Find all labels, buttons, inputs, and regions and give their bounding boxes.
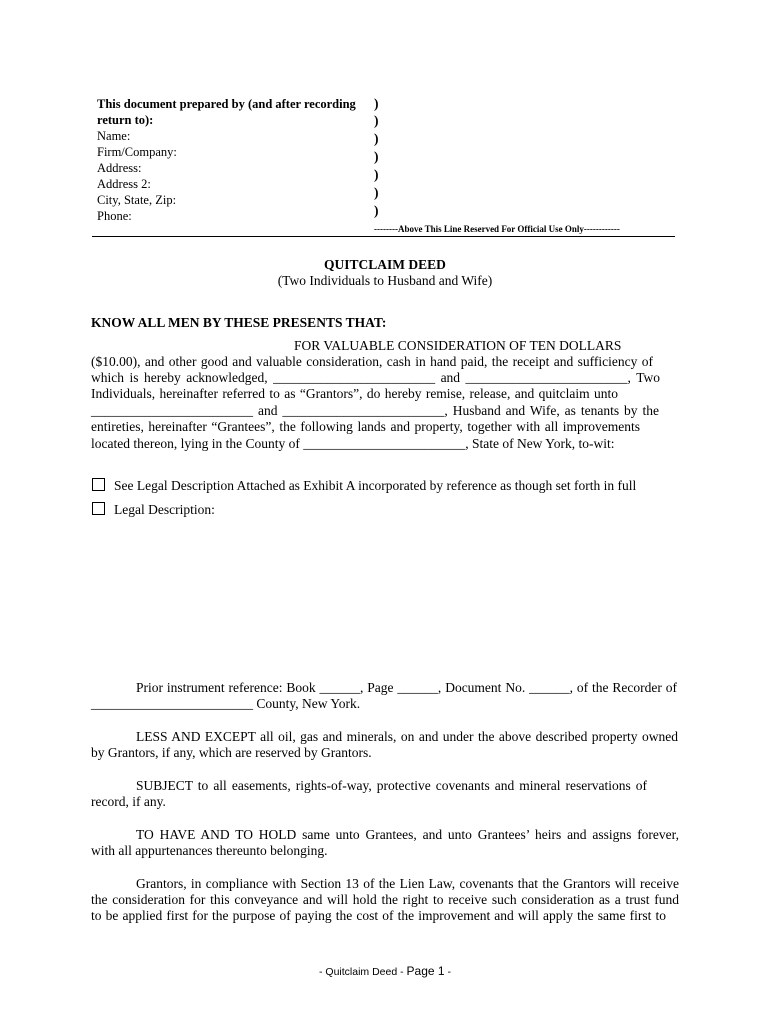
prior-instrument-line: ________________________ County, New York. <box>91 696 361 711</box>
exhibit-a-label: See Legal Description Attached as Exhibit A incorporated by reference as though set forth in full <box>114 478 637 493</box>
bracket-paren: ) <box>374 149 379 164</box>
bracket-paren: ) <box>374 96 379 111</box>
consideration-line: located thereon, lying in the County of ________________________, State of New York, to-wit: <box>91 436 615 451</box>
field-firm-label: Firm/Company: <box>97 145 177 159</box>
consideration-line: ________________________ and ________________________, Husband and Wife, as tenants by the <box>91 403 659 418</box>
legal-description-checkbox[interactable] <box>92 502 105 515</box>
field-phone-label: Phone: <box>97 209 132 223</box>
lien-law-line: the consideration for this conveyance and will hold the right to receive such consideration as a trust fund <box>91 892 679 907</box>
page-subtitle: (Two Individuals to Husband and Wife) <box>277 273 493 288</box>
subject-to-line: record, if any. <box>91 794 166 809</box>
footer-suffix: - <box>444 966 451 978</box>
footer-prefix: - Quitclaim Deed - <box>319 966 407 978</box>
consideration-line: which is hereby acknowledged, ________________________ and ________________________, Two <box>91 370 660 385</box>
subject-to-line: SUBJECT to all easements, rights-of-way, protective covenants and mineral reservations of <box>136 778 647 793</box>
bracket-paren: ) <box>374 167 379 182</box>
page-footer <box>0 964 770 978</box>
bracket-paren: ) <box>374 185 379 200</box>
consideration-line: entireties, hereinafter “Grantees”, the following lands and property, together with all improvements <box>91 419 640 434</box>
consideration-line: FOR VALUABLE CONSIDERATION OF TEN DOLLARS <box>294 338 622 353</box>
preparer-heading-cont: return to): <box>97 113 154 127</box>
recording-divider <box>92 236 675 237</box>
habendum-line: with all appurtenances thereunto belonging. <box>91 843 328 858</box>
footer-page-number: Page 1 <box>406 964 445 978</box>
habendum-line: TO HAVE AND TO HOLD same unto Grantees, and unto Grantees’ heirs and assigns forever, <box>136 827 679 842</box>
lien-law-line: to be applied first for the purpose of paying the cost of the improvement and will apply the same first to <box>91 908 666 923</box>
less-except-line: by Grantors, if any, which are reserved by Grantors. <box>91 745 372 760</box>
bracket-paren: ) <box>374 131 379 146</box>
less-except-line: LESS AND EXCEPT all oil, gas and minerals, on and under the above described property owned <box>136 729 678 744</box>
legal-description-label: Legal Description: <box>114 502 215 517</box>
reserved-line-label: --------Above This Line Reserved For Official Use Only------------ <box>374 224 620 234</box>
preparer-heading: This document prepared by (and after recording <box>97 97 356 111</box>
lien-law-line: Grantors, in compliance with Section 13 of the Lien Law, covenants that the Grantors will receive <box>136 876 679 891</box>
know-all-heading: KNOW ALL MEN BY THESE PRESENTS THAT: <box>91 315 387 330</box>
field-address-label: Address: <box>97 161 142 175</box>
consideration-line: ($10.00), and other good and valuable consideration, cash in hand paid, the receipt and sufficiency of <box>91 354 653 369</box>
exhibit-a-checkbox[interactable] <box>92 478 105 491</box>
page-title: QUITCLAIM DEED <box>324 257 446 272</box>
bracket-paren: ) <box>374 113 379 128</box>
field-name-label: Name: <box>97 129 131 143</box>
prior-instrument-line: Prior instrument reference: Book ______, Page ______, Document No. ______, of the Recorder of <box>136 680 677 695</box>
field-city-label: City, State, Zip: <box>97 193 177 207</box>
consideration-line: Individuals, hereinafter referred to as “Grantors”, do hereby remise, release, and quitclaim unto <box>91 386 618 401</box>
field-address2-label: Address 2: <box>97 177 151 191</box>
bracket-paren: ) <box>374 203 379 218</box>
